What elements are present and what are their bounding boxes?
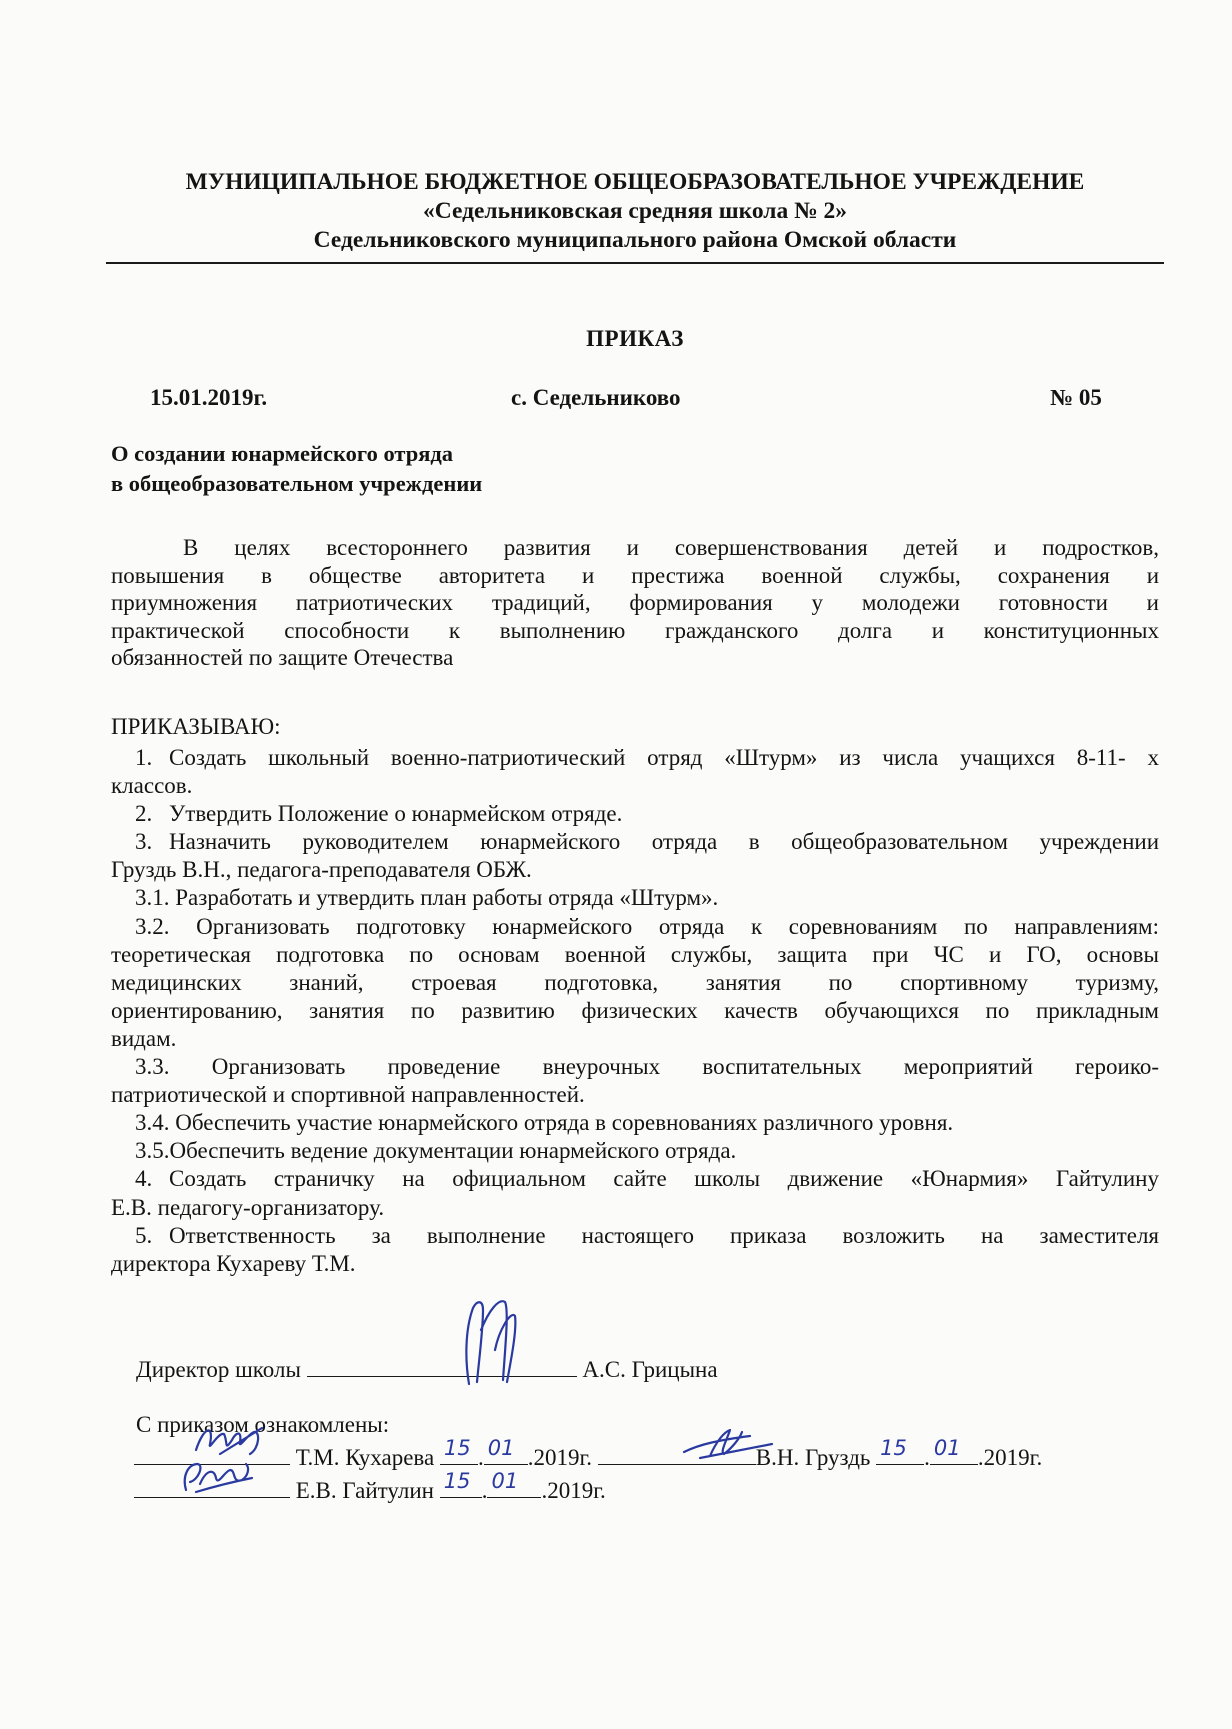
- ack-year: .2019г.: [977, 1445, 1043, 1470]
- item-text: Назначить руководителем юнармейского отряда в общеобразовательном учреждении: [169, 829, 1159, 855]
- sub-item-text: ориентированию, занятия по развитию физических качеств обучающихся по прикладным: [111, 997, 1159, 1023]
- sub-item-text: патриотической и спортивной направленностей.: [111, 1082, 585, 1108]
- kukhareva-handwritten-signature: [190, 1420, 270, 1460]
- ack-month: 01: [930, 1442, 978, 1465]
- item-text: Создать страничку на официальном сайте школы движение «Юнармия» Гайтулину: [169, 1166, 1159, 1192]
- preamble-line: обязанностей по защите Отечества: [111, 645, 454, 670]
- item-text: классов.: [111, 773, 193, 799]
- signature-blank: [307, 1354, 577, 1377]
- signer-name: А.С. Грицына: [582, 1357, 718, 1382]
- header-line-2: «Седельниковская средняя школа № 2»: [422, 198, 848, 224]
- sub-item: 3.5.Обеспечить ведение документации юнармейского отряда.: [135, 1138, 737, 1164]
- sub-item: 3.2. Организовать подготовку юнармейского отряда к соревнованиям по направлениям:: [135, 913, 1159, 939]
- item-text: Утвердить Положение о юнармейском отряде.: [169, 801, 623, 827]
- header-divider: [106, 262, 1164, 264]
- document-title: ПРИКАЗ: [586, 326, 684, 351]
- item-text: Создать школьный военно-патриотический отряд «Штурм» из числа учащихся 8-11- х: [169, 745, 1159, 770]
- item-text: директора Кухареву Т.М.: [111, 1250, 356, 1276]
- ack-day: 15: [440, 1442, 478, 1465]
- item-text: Е.В. педагогу-организатору.: [111, 1194, 385, 1220]
- order-heading: ПРИКАЗЫВАЮ:: [111, 714, 281, 739]
- header-line-1: МУНИЦИПАЛЬНОЕ БЮДЖЕТНОЕ ОБЩЕОБРАЗОВАТЕЛЬНОЕ УЧРЕЖДЕНИЕ: [185, 169, 1085, 195]
- list-item: [111, 828, 1159, 856]
- preamble-paragraph: [111, 534, 1159, 672]
- order-date: 15.01.2019г.: [150, 385, 268, 410]
- ack-month: 01: [484, 1442, 528, 1465]
- sub-item-text: теоретическая подготовка по основам военной службы, защита при ЧС и ГО, основы: [111, 941, 1159, 967]
- subject-line-2: в общеобразовательном учреждении: [111, 471, 483, 496]
- preamble-line: практической способности к выполнению гражданского долга и конституционных: [111, 617, 1159, 643]
- item-text: Груздь В.Н., педагога-преподавателя ОБЖ.: [111, 857, 532, 883]
- item-number: 5.: [135, 1222, 153, 1248]
- gruzd-handwritten-signature: [680, 1426, 780, 1462]
- order-number: № 05: [1050, 385, 1102, 410]
- order-items: [111, 744, 1159, 1278]
- director-signature-line: [136, 1354, 718, 1383]
- sub-item: 3.4. Обеспечить участие юнармейского отряда в соревнованиях различного уровня.: [135, 1110, 954, 1136]
- subject-line-1: О создании юнармейского отряда: [111, 441, 454, 466]
- ack-year: .2019г.: [527, 1445, 593, 1470]
- ack-day: 15: [440, 1475, 482, 1498]
- item-number: 3.: [135, 829, 153, 855]
- preamble-line: В целях всестороннего развития и совершенствования детей и подростков,: [183, 535, 1159, 560]
- gaytulin-handwritten-signature: [176, 1456, 256, 1496]
- institution-header: [106, 168, 1164, 255]
- ack-year: .2019г.: [541, 1478, 606, 1503]
- acknowledgement-row: Е.В. Гайтулин 15 . 01 .2019г.: [134, 1475, 606, 1504]
- order-place: с. Седельниково: [511, 385, 681, 410]
- acknowledgement-row: Т.М. Кухарева 15 . 01 .2019г. В.Н. Груздь 15 . 01 .2019г.: [134, 1442, 1042, 1471]
- sub-item: 3.3. Организовать проведение внеурочных воспитательных мероприятий героико-: [135, 1054, 1159, 1080]
- list-item: [111, 744, 1159, 772]
- acknowledgement-heading: С приказом ознакомлены:: [136, 1412, 390, 1437]
- employee-name: Т.М. Кухарева: [295, 1445, 435, 1470]
- item-number: 1.: [135, 745, 153, 770]
- header-line-3: Седельниковского муниципального района Омской области: [313, 227, 957, 253]
- sub-item: 3.1. Разработать и утвердить план работы отряда «Штурм».: [135, 885, 719, 911]
- order-subject: [111, 439, 482, 499]
- sub-item-text: медицинских знаний, строевая подготовка, занятия по спортивному туризму,: [111, 969, 1159, 995]
- ack-month: 01: [487, 1475, 541, 1498]
- preamble-line: приумножения патриотических традиций, формирования у молодежи готовности и: [111, 590, 1159, 615]
- director-handwritten-signature: [455, 1290, 525, 1390]
- ack-day: 15: [876, 1442, 924, 1465]
- item-text: Ответственность за выполнение настоящего приказа возложить на заместителя: [169, 1222, 1159, 1248]
- sub-item-text: видам.: [111, 1025, 177, 1051]
- list-item: [111, 1222, 1159, 1250]
- signer-role: Директор школы: [136, 1357, 301, 1382]
- item-number: 2.: [135, 801, 153, 827]
- preamble-line: повышения в обществе авторитета и престижа военной службы, сохранения и: [111, 562, 1159, 588]
- item-number: 4.: [135, 1166, 153, 1192]
- employee-name: В.Н. Груздь: [755, 1445, 871, 1470]
- list-item: [111, 800, 1159, 828]
- list-item: [111, 1165, 1159, 1193]
- employee-name: Е.В. Гайтулин: [295, 1478, 434, 1503]
